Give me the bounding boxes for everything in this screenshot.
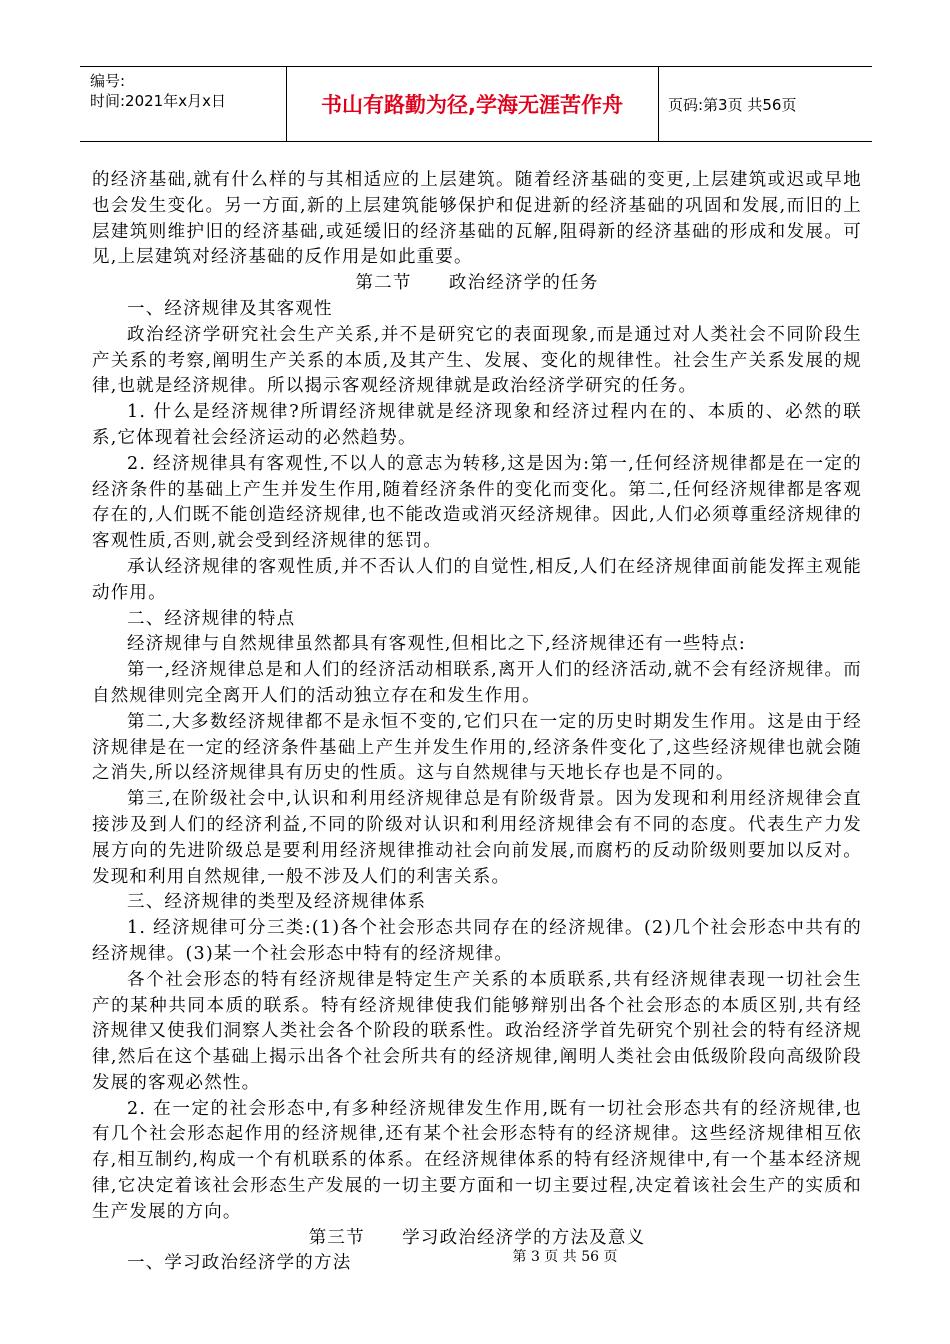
paragraph: 承认经济规律的客观性质,并不否认人们的自觉性,相反,人们在经济规律面前能发挥主观能动作用。 [92,556,862,603]
subsection-heading: 一、经济规律及其客观性 [127,298,333,319]
paragraph: 各个社会形态的特有经济规律是特定生产关系的本质联系,共有经济规律表现一切社会生产的某种共同本质的联系。特有经济规律使我们能够辩别出各个社会形态的本质区别,共有经济规律又使我们洞察人类社会各个阶段的联系性。政治经济学首先研究个别社会的特有经济规律,然后在这个基础上揭示出各个社会所共有的经济规律,阐明人类社会由低级阶段向高级阶段发展的客观必然性。 [92,969,862,1093]
document-body [92,168,862,1277]
subsection-heading: 一、学习政治经济学的方法 [127,1253,352,1274]
page-footer: 第 3 页 共 56 页 [512,1249,618,1265]
doc-time-label: 时间:2021年x月x日 [90,92,226,110]
header-meta [90,71,286,111]
header-divider [658,67,659,141]
header-motto: 书山有路勤为径,学海无涯苦作舟 [321,93,623,117]
paragraph: 第一,经济规律总是和人们的经济活动相联系,离开人们的经济活动,就不会有经济规律。而自然规律则完全离开人们的活动独立存在和发生作用。 [92,660,862,706]
subsection-heading: 三、经济规律的类型及经济规律体系 [127,892,427,913]
doc-number-label: 编号: [90,72,126,90]
paragraph: 第二,大多数经济规律都不是永恒不变的,它们只在一定的历史时期发生作用。这是由于经济规律是在一定的经济条件基础上产生并发生作用的,经济条件变化了,这些经济规律也就会随之消失,所以经济规律具有历史的性质。这与自然规律与天地长存也是不同的。 [92,711,862,784]
header-page-number: 页码:第3页 共56页 [668,95,797,114]
paragraph: 政治经济学研究社会生产关系,并不是研究它的表面现象,而是通过对人类社会不同阶段生产关系的考察,阐明生产关系的本质,及其产生、发展、变化的规律性。社会生产关系发展的规律,也就是经济规律。所以揭示客观经济规律就是政治经济学研究的任务。 [92,324,862,397]
paragraph: 的经济基础,就有什么样的与其相适应的上层建筑。随着经济基础的变更,上层建筑或迟或早地也会发生变化。另一方面,新的上层建筑能够保护和促进新的经济基础的巩固和发展,而旧的上层建筑则维护旧的经济基础,或延缓旧的经济基础的瓦解,阻碍新的经济基础的形成和发展。可见,上层建筑对经济基础的反作用是如此重要。 [92,170,862,268]
paragraph: 2. 在一定的社会形态中,有多种经济规律发生作用,既有一切社会形态共有的经济规律,也有几个社会形态起作用的经济规律,还有某个社会形态特有的经济规律。这些经济规律相互依存,相互制约,构成一个有机联系的体系。在经济规律体系的特有经济规律中,有一个基本经济规律,它决定着该社会形态生产发展的一切主要方面和一切主要过程,决定着该社会生产的实质和生产发展的方向。 [92,1098,862,1222]
page-header [80,66,872,142]
paragraph: 2. 经济规律具有客观性,不以人的意志为转移,这是因为:第一,任何经济规律都是在一定的经济条件的基础上产生并发生作用,随着经济条件的变化而变化。第二,任何经济规律都是客观存在的,人们既不能创造经济规律,也不能改造或消灭经济规律。因此,人们必须尊重经济规律的客观性质,否则,就会受到经济规律的惩罚。 [92,453,862,552]
paragraph: 1. 经济规律可分三类:(1)各个社会形态共同存在的经济规律。(2)几个社会形态中共有的经济规律。(3)某一个社会形态中特有的经济规律。 [92,918,862,964]
paragraph: 第三,在阶级社会中,认识和利用经济规律总是有阶级背景。因为发现和利用经济规律会直接涉及到人们的经济利益,不同的阶级对认识和利用经济规律会有不同的态度。代表生产力发展方向的先进阶级总是要利用经济规律推动社会向前发展,而腐朽的反动阶级则要加以反对。发现和利用自然规律,一般不涉及人们的利害关系。 [92,789,862,887]
section-heading: 第三节 学习政治经济学的方法及意义 [308,1227,646,1248]
paragraph: 经济规律与自然规律虽然都具有客观性,但相比之下,经济规律还有一些特点: [127,634,747,655]
section-heading: 第二节 政治经济学的任务 [355,273,599,294]
subsection-heading: 二、经济规律的特点 [127,608,296,629]
paragraph: 1. 什么是经济规律?所谓经济规律就是经济现象和经济过程内在的、本质的、必然的联系,它体现着社会经济运动的必然趋势。 [92,402,862,448]
